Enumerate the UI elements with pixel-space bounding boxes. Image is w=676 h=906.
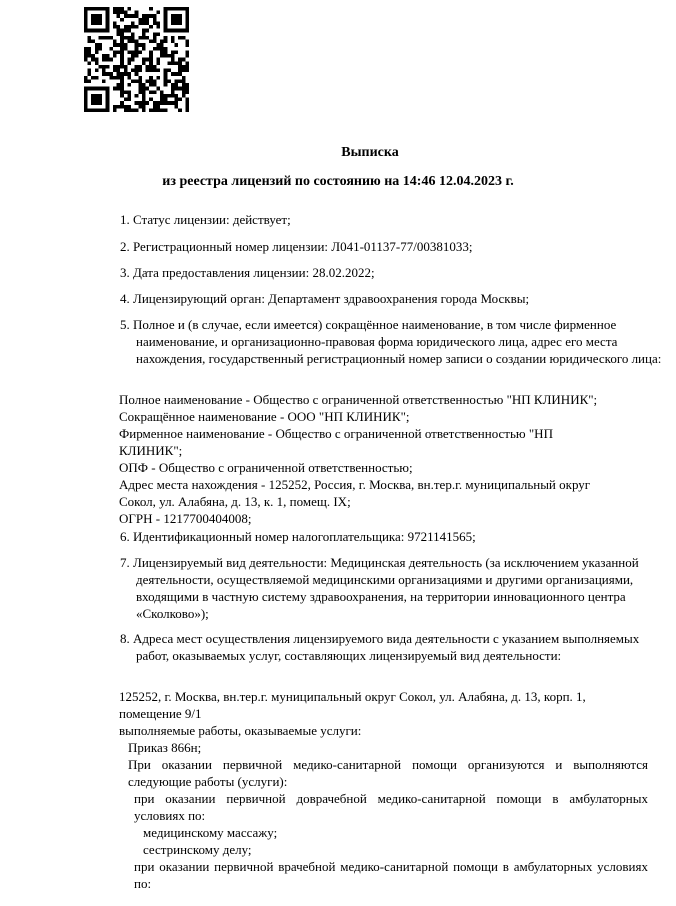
service-massage: медицинскому массажу; bbox=[143, 825, 278, 840]
item-addresses-heading: 8. Адреса мест осуществления лицензируемого вида деятельности с указанием выполняемых работ, оказываемых услуг, составляющих лицензируемый вид деятельности: bbox=[120, 631, 640, 663]
service-nursing: сестринскому делу; bbox=[143, 842, 252, 857]
works-label: выполняемые работы, оказываемые услуги: bbox=[119, 723, 362, 738]
order-ref: Приказ 866н; bbox=[128, 740, 202, 755]
item-inn: 6. Идентификационный номер налогоплательщика: 9721141565; bbox=[120, 529, 476, 544]
item-org-name-heading: 5. Полное и (в случае, если имеется) сокращённое наименование, в том числе фирменное наименование, и организационно-правовая форма юридического лица, адрес его места нахождения, государственный регистрационный номер записи о создании юридического лица: bbox=[120, 317, 662, 366]
location-details bbox=[119, 688, 649, 892]
item-activity: 7. Лицензируемый вид деятельности: Медицинская деятельность (за исключением указанной деятельности, осуществляемой медицинскими организациями и другими организациями, входящими в частную систему здравоохранения, на территории инновационного центра «Сколково»); bbox=[120, 555, 639, 621]
document-subtitle: из реестра лицензий по состоянию на 14:46 12.04.2023 г. bbox=[162, 174, 514, 189]
org-short-name: Сокращённое наименование - ООО "НП КЛИНИК"; bbox=[119, 409, 410, 424]
prevrach-care-text: при оказании первичной доврачебной медико-санитарной помощи в амбулаторных условиях по: bbox=[134, 791, 648, 823]
org-address: Адрес места нахождения - 125252, Россия, г. Москва, вн.тер.г. муниципальный округ Сокол, ул. Алабяна, д. 13, к. 1, помещ. IX; bbox=[119, 477, 591, 509]
item-reg-number: 2. Регистрационный номер лицензии: Л041-01137-77/00381033; bbox=[120, 239, 473, 254]
item-licensing-body: 4. Лицензирующий орган: Департамент здравоохранения города Москвы; bbox=[120, 291, 530, 306]
document-title: Выписка bbox=[341, 145, 399, 160]
org-full-name: Полное наименование - Общество с ограниченной ответственностью "НП КЛИНИК"; bbox=[119, 392, 598, 407]
org-ogrn: ОГРН - 1217700404008; bbox=[119, 511, 252, 526]
item-status: 1. Статус лицензии: действует; bbox=[120, 212, 291, 227]
vrach-care-text: при оказании первичной врачебной медико-санитарной помощи в амбулаторных условиях по: bbox=[134, 859, 648, 891]
org-opf: ОПФ - Общество с ограниченной ответственностью; bbox=[119, 460, 413, 475]
primary-care-text: При оказании первичной медико-санитарной помощи организуются и выполняются следующие работы (услуги): bbox=[128, 757, 648, 789]
item-date: 3. Дата предоставления лицензии: 28.02.2022; bbox=[120, 265, 375, 280]
qr-code bbox=[84, 7, 189, 112]
org-brand-name: Фирменное наименование - Общество с ограниченной ответственностью "НП КЛИНИК"; bbox=[119, 426, 553, 458]
org-details bbox=[119, 391, 649, 527]
location-address: 125252, г. Москва, вн.тер.г. муниципальный округ Сокол, ул. Алабяна, д. 13, корп. 1, помещение 9/1 bbox=[119, 689, 586, 721]
